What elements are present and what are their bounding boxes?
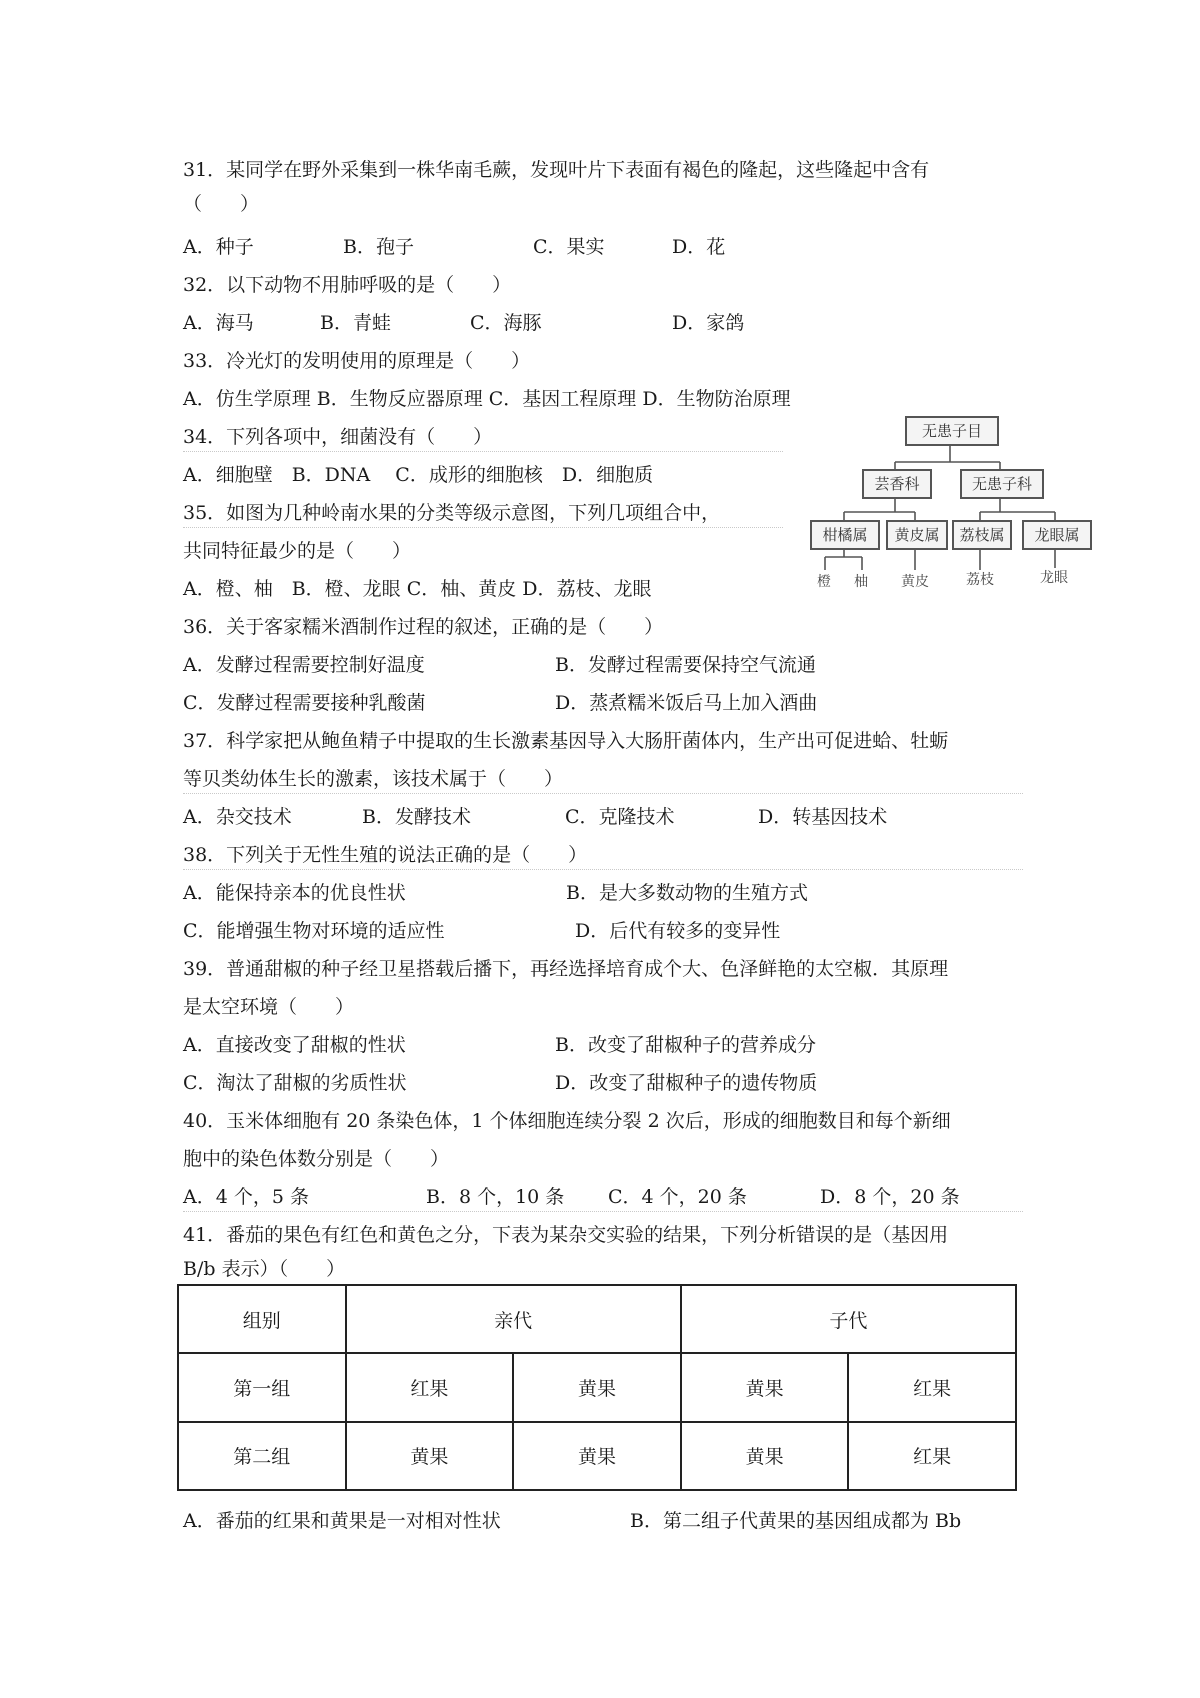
q38-option-a: A．能保持亲本的优良性状	[183, 882, 406, 904]
q38-option-c: C．能增强生物对环境的适应性	[183, 920, 445, 942]
q35-stem: 35．如图为几种岭南水果的分类等级示意图，下列几项组合中，	[183, 502, 721, 524]
diagram-genus-clausena: 黄皮属	[886, 520, 948, 550]
table-cell: 第二组	[178, 1422, 346, 1490]
cross-result-table	[177, 1284, 1017, 1491]
q32-option-c: C．海豚	[470, 312, 542, 334]
table-cell: 第一组	[178, 1353, 346, 1421]
table-cell: 黄果	[681, 1422, 849, 1490]
q31-stem-cont: （ ）	[183, 193, 260, 215]
q36-option-b: B．发酵过程需要保持空气流通	[555, 654, 816, 676]
diagram-family-sapindaceae: 无患子科	[960, 469, 1044, 499]
diagram-family-rutaceae: 芸香科	[862, 469, 932, 499]
q39-stem-cont: 是太空环境（ ）	[183, 996, 355, 1018]
q36-option-c: C．发酵过程需要接种乳酸菌	[183, 692, 426, 714]
table-cell: 红果	[848, 1422, 1016, 1490]
table-header-parents: 亲代	[346, 1285, 681, 1353]
q37-stem-cont: 等贝类幼体生长的激素，该技术属于（ ）	[183, 768, 564, 790]
q35-stem-cont: 共同特征最少的是（ ）	[183, 540, 412, 562]
q40-stem: 40．玉米体细胞有 20 条染色体，1 个体细胞连续分裂 2 次后，形成的细胞数目和每个新细	[183, 1110, 951, 1132]
q31-stem: 31．某同学在野外采集到一株华南毛蕨，发现叶片下表面有褐色的隆起，这些隆起中含有	[183, 159, 930, 181]
table-cell: 黄果	[513, 1353, 681, 1421]
diagram-genus-dimocarpus: 龙眼属	[1022, 520, 1092, 550]
diagram-species-orange: 橙	[817, 574, 831, 590]
q41-option-a: A．番茄的红果和黄果是一对相对性状	[183, 1510, 501, 1532]
q41-option-b: B．第二组子代黄果的基因组成都为 Bb	[630, 1510, 962, 1532]
table-header-offspring: 子代	[681, 1285, 1016, 1353]
diagram-species-longan: 龙眼	[1040, 570, 1068, 586]
table-row	[178, 1285, 1016, 1353]
q40-option-b: B．8 个，10 条	[426, 1186, 565, 1208]
divider	[183, 869, 1023, 870]
table-row	[178, 1422, 1016, 1490]
table-row	[178, 1353, 1016, 1421]
q38-option-d: D．后代有较多的变异性	[575, 920, 781, 942]
q34-options: A．细胞壁 B．DNA C．成形的细胞核 D．细胞质	[183, 464, 654, 486]
q32-stem: 32．以下动物不用肺呼吸的是（ ）	[183, 274, 512, 296]
q36-stem: 36．关于客家糯米酒制作过程的叙述，正确的是（ ）	[183, 616, 664, 638]
q38-stem: 38．下列关于无性生殖的说法正确的是（ ）	[183, 844, 588, 866]
q37-option-a: A．杂交技术	[183, 806, 292, 828]
q34-stem: 34．下列各项中，细菌没有（ ）	[183, 426, 493, 448]
q39-stem: 39．普通甜椒的种子经卫星搭载后播下，再经选择培育成个大、色泽鲜艳的太空椒．其原理	[183, 958, 949, 980]
diagram-species-lychee: 荔枝	[966, 572, 994, 588]
diagram-species-wampee: 黄皮	[901, 574, 929, 590]
q32-option-b: B．青蛙	[320, 312, 391, 334]
table-cell: 黄果	[681, 1353, 849, 1421]
q39-option-a: A．直接改变了甜椒的性状	[183, 1034, 406, 1056]
table-header-group: 组别	[178, 1285, 346, 1353]
q31-option-c: C．果实	[533, 236, 605, 258]
q36-option-a: A．发酵过程需要控制好温度	[183, 654, 425, 676]
divider	[183, 1211, 1023, 1212]
q41-stem-cont: B/b 表示）（ ）	[183, 1258, 346, 1280]
diagram-order: 无患子目	[905, 416, 999, 446]
divider	[183, 793, 1023, 794]
table-cell: 红果	[848, 1353, 1016, 1421]
q33-options: A．仿生学原理 B．生物反应器原理 C．基因工程原理 D．生物防治原理	[183, 388, 791, 410]
q39-option-d: D．改变了甜椒种子的遗传物质	[555, 1072, 818, 1094]
diagram-genus-citrus: 柑橘属	[810, 520, 880, 550]
q40-option-c: C．4 个，20 条	[608, 1186, 747, 1208]
q32-option-a: A．海马	[183, 312, 254, 334]
q36-option-d: D．蒸煮糯米饭后马上加入酒曲	[555, 692, 818, 714]
diagram-genus-litchi: 荔枝属	[952, 520, 1012, 550]
table-cell: 黄果	[513, 1422, 681, 1490]
q41-stem: 41．番茄的果色有红色和黄色之分，下表为某杂交实验的结果，下列分析错误的是（基因用	[183, 1224, 949, 1246]
q40-option-a: A．4 个，5 条	[183, 1186, 309, 1208]
q35-options: A．橙、柚 B．橙、龙眼 C．柚、黄皮 D．荔枝、龙眼	[183, 578, 652, 600]
table-cell: 红果	[346, 1353, 514, 1421]
diagram-species-pomelo: 柚	[854, 574, 868, 590]
q31-option-d: D．花	[672, 236, 726, 258]
divider	[183, 527, 783, 528]
q33-stem: 33．冷光灯的发明使用的原理是（ ）	[183, 350, 531, 372]
q31-option-b: B．孢子	[343, 236, 414, 258]
q32-option-d: D．家鸽	[672, 312, 745, 334]
table-cell: 黄果	[346, 1422, 514, 1490]
q38-option-b: B．是大多数动物的生殖方式	[566, 882, 808, 904]
q31-option-a: A．种子	[183, 236, 254, 258]
q39-option-c: C．淘汰了甜椒的劣质性状	[183, 1072, 407, 1094]
divider	[183, 451, 783, 452]
q37-option-c: C．克隆技术	[565, 806, 675, 828]
classification-diagram	[800, 412, 1100, 602]
q40-stem-cont: 胞中的染色体数分别是（ ）	[183, 1148, 450, 1170]
q37-option-b: B．发酵技术	[362, 806, 471, 828]
q39-option-b: B．改变了甜椒种子的营养成分	[555, 1034, 816, 1056]
q37-option-d: D．转基因技术	[758, 806, 888, 828]
q37-stem: 37．科学家把从鲍鱼精子中提取的生长激素基因导入大肠肝菌体内，生产出可促进蛤、牡蛎	[183, 730, 949, 752]
q40-option-d: D．8 个，20 条	[820, 1186, 960, 1208]
